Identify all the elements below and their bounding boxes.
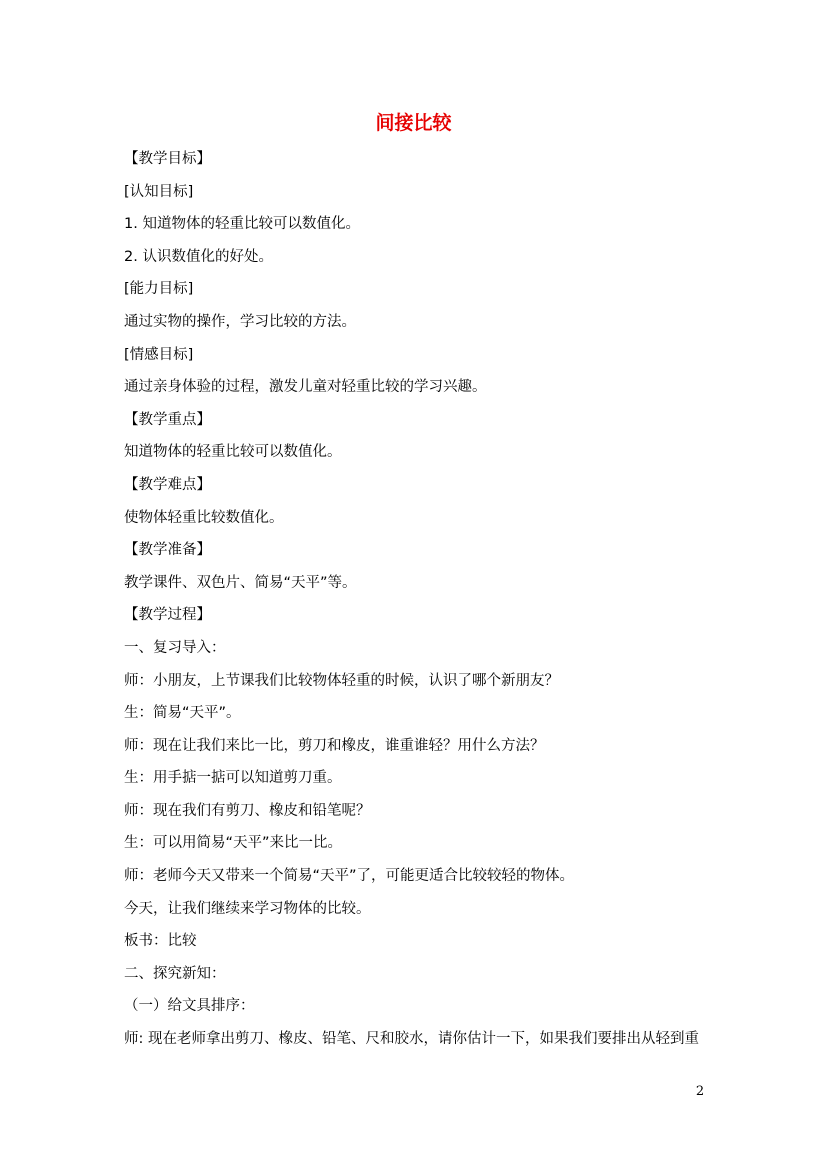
heading-preparation: 【教学准备】 xyxy=(124,542,211,559)
heading-teaching-objectives: 【教学目标】 xyxy=(124,151,211,167)
dialogue-line: 师：小朋友，上节课我们比较物体轻重的时候，认识了哪个新朋友？ xyxy=(124,672,559,689)
dialogue-line: 生：用手掂一掂可以知道剪刀重。 xyxy=(124,770,342,787)
text-line: 通过实物的操作，学习比较的方法。 xyxy=(124,313,356,330)
subsection-heading: （一）给文具排序： xyxy=(124,998,255,1015)
dialogue-line: 师：现在让我们来比一比，剪刀和橡皮，谁重谁轻？用什么方法？ xyxy=(124,737,545,754)
subheading-emotional-objectives: [情感目标] xyxy=(124,346,194,363)
section-heading: 一、复习导入： xyxy=(124,639,226,656)
text-line: 1. 知道物体的轻重比较可以数值化。 xyxy=(124,216,360,233)
text-line: 2. 认识数值化的好处。 xyxy=(124,248,273,265)
dialogue-line: 师：现在我们有剪刀、橡皮和铅笔呢？ xyxy=(124,802,371,819)
dialogue-line: 生：可以用简易“天平”来比一比。 xyxy=(124,835,343,852)
text-line: 通过亲身体验的过程，激发儿童对轻重比较的学习兴趣。 xyxy=(124,379,487,396)
heading-teaching-process: 【教学过程】 xyxy=(124,607,211,624)
document-body xyxy=(124,147,714,1060)
subheading-cognitive-objectives: [认知目标] xyxy=(124,183,194,200)
heading-difficult-points: 【教学难点】 xyxy=(124,476,211,493)
heading-key-points: 【教学重点】 xyxy=(124,411,211,428)
text-line: 知道物体的轻重比较可以数值化。 xyxy=(124,444,342,461)
dialogue-line: 师：老师今天又带来一个简易“天平”了，可能更适合比较较轻的物体。 xyxy=(124,868,575,885)
text-line: 使物体轻重比较数值化。 xyxy=(124,509,284,526)
dialogue-line: 师: 现在老师拿出剪刀、橡皮、铅笔、尺和胶水，请你估计一下，如果我们要排出从轻到重 xyxy=(124,1031,699,1048)
text-line: 今天，让我们继续来学习物体的比较。 xyxy=(124,900,371,917)
text-line: 教学课件、双色片、简易“天平”等。 xyxy=(124,574,357,591)
dialogue-line: 生：简易“天平”。 xyxy=(124,705,241,722)
page-number: 2 xyxy=(695,1084,705,1099)
subheading-ability-objectives: [能力目标] xyxy=(124,281,194,298)
document-title: 间接比较 xyxy=(375,112,452,134)
section-heading: 二、探究新知： xyxy=(124,965,226,982)
text-line: 板书：比较 xyxy=(124,933,197,950)
